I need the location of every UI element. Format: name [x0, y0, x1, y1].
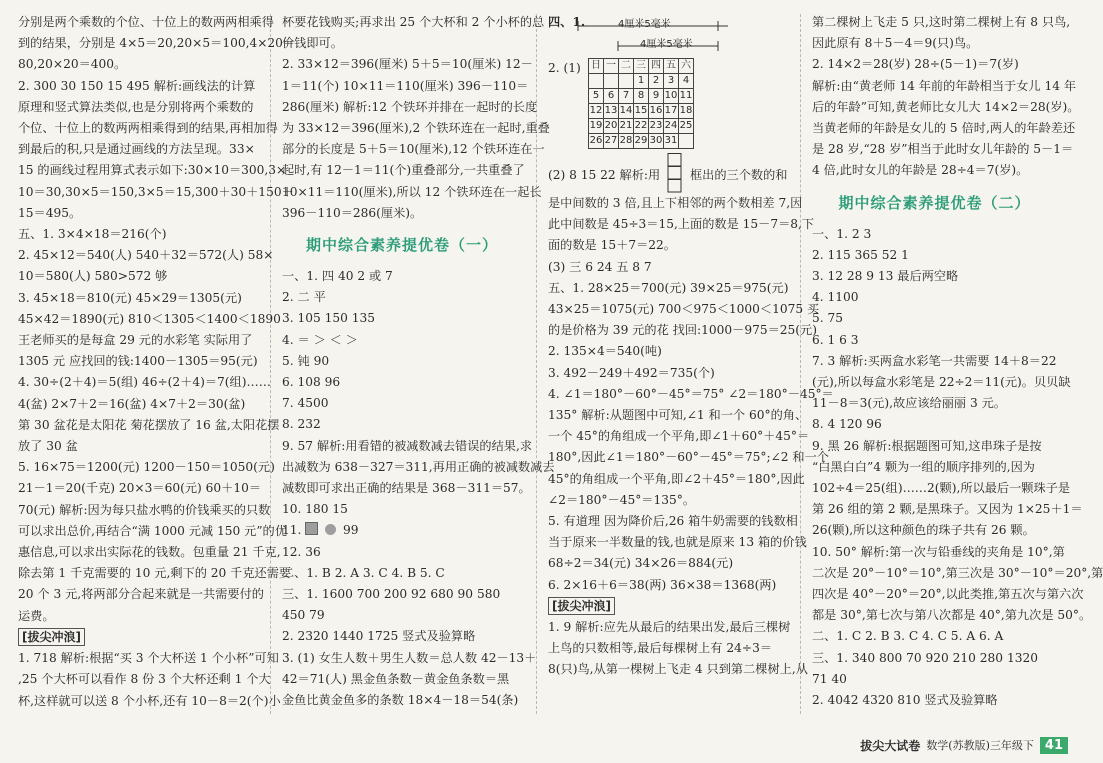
text-line: 8. 232 — [282, 417, 321, 432]
calendar-cell: 24 — [664, 119, 679, 134]
text-line: 4. 30÷(2＋4)＝5(组) 46÷(2＋4)＝7(组)…… — [18, 375, 271, 390]
text-line: 4. ∠1＝180°－60°－45°＝75° ∠2＝180°－45°＝ — [548, 386, 834, 401]
calendar-cell: 一 — [604, 59, 619, 74]
text-line: 4. 1100 — [812, 290, 859, 305]
calendar-cell: 二 — [619, 59, 634, 74]
text-line: 12. 36 — [282, 544, 321, 559]
text-line: 部分的长度是 5＋5＝10(厘米),12 个铁环连在一 — [282, 142, 545, 157]
text-line: 10＝580(人) 580>572 够 — [18, 269, 168, 284]
calendar-cell: 8 — [634, 89, 649, 104]
text-line: 第 30 盆花是太阳花 菊花摆放了 16 盆,太阳花摆 — [18, 417, 280, 432]
text-line: 5. 有道理 因为降价后,26 箱牛奶需要的钱数相 — [548, 514, 798, 529]
calendar-cell: 5 — [589, 89, 604, 104]
section-title-exam-2: 期中综合素养提优卷（二） — [838, 193, 1031, 212]
text-line: “白黑白白”4 颗为一组的顺序排列的,因为 — [812, 459, 1035, 474]
calendar-cell: 31 — [664, 134, 679, 149]
item-text: 框出的三个数的和 — [689, 168, 788, 182]
text-line: 三、1. 1600 700 200 92 680 90 580 — [282, 587, 501, 602]
calendar-cell: 18 — [679, 104, 694, 119]
text-line: 杯,这样就可以送 8 个小杯,还有 10－8＝2(个)小 — [18, 693, 281, 708]
text-line — [548, 153, 786, 193]
text-line — [18, 627, 258, 648]
text-line: 7. 3 解析:买两盒水彩笔一共需要 14＋8＝22 — [812, 353, 1057, 368]
text-line: (3) 三 6 24 五 8 7 — [548, 259, 652, 274]
calendar-cell: 14 — [619, 104, 634, 119]
text-line: 因此原有 8＋5－4＝9(只)鸟。 — [812, 36, 979, 51]
text-line: 8. 4 120 96 — [812, 417, 882, 432]
text-line: 45°的角组成一个平角,即∠2＋45°＝180°,因此 — [548, 471, 805, 486]
segment-length-label: 4厘米5毫米 — [618, 19, 671, 30]
text-line: 2. 2320 1440 1725 竖式及验算略 — [282, 629, 476, 644]
answer-column-2 — [282, 12, 555, 711]
calendar-cell: 9 — [649, 89, 664, 104]
text-line: 43×25＝1075(元) 700＜975＜1000＜1075 买 — [548, 302, 820, 317]
calendar-week-row — [589, 74, 694, 89]
text-line: 21－1＝20(千克) 20×3＝60(元) 60＋10＝ — [18, 481, 262, 496]
text-line: 四次是 40°－20°＝20°,以此类推,第五次与第六次 — [812, 587, 1084, 602]
text-line: 的是价格为 39 元的花 找回:1000－975＝25(元) — [548, 323, 817, 338]
text-line: 五、1. 3×4×18＝216(个) — [18, 227, 167, 242]
calendar-cell: 17 — [664, 104, 679, 119]
text-line: ∠2＝180°－45°＝135°。 — [548, 492, 696, 507]
text-line: 3. 12 28 9 13 最后两空略 — [812, 269, 959, 284]
text-line: (元),所以每盒水彩笔是 22÷2＝11(元)。贝贝缺 — [812, 375, 1071, 390]
page-footer — [860, 733, 1068, 757]
calendar-cell: 4 — [679, 74, 694, 89]
text-line: 1305 元 应找回的钱:1400－1305＝95(元) — [18, 354, 258, 369]
text-line: 二、1. B 2. A 3. C 4. B 5. C — [282, 565, 445, 580]
text-line: 3. 105 150 135 — [282, 311, 376, 326]
calendar-cell: 27 — [604, 134, 619, 149]
text-line: 3. (1) 女生人数＋男生人数＝总人数 42－13＋ — [282, 650, 537, 665]
calendar-cell: 四 — [649, 59, 664, 74]
text-line: 第 26 组的第 2 颗,是黑珠子。又因为 1×25＋1＝ — [812, 502, 1083, 517]
calendar-week-row — [589, 134, 694, 149]
text-line: 此中间数是 45÷3＝15,上面的数是 15－7＝8,下 — [548, 217, 815, 232]
answer-column-3 — [548, 12, 834, 681]
text-line: 7. 4500 — [282, 396, 329, 411]
book-brand: 拔尖大试卷 — [860, 738, 921, 753]
text-line: 4. ＝ ＞ ＜ ＞ — [282, 332, 358, 347]
text-line: 9. 57 解析:用看错的被减数减去错误的结果,求 — [282, 438, 533, 453]
text-line — [282, 520, 522, 541]
text-line: 26(颗),所以这种颜色的珠子共有 26 颗。 — [812, 523, 1035, 538]
text-line: 71 40 — [812, 671, 847, 686]
text-line: 2. 115 365 52 1 — [812, 247, 909, 262]
text-line: 放了 30 盆 — [18, 439, 78, 454]
calendar-cell: 19 — [589, 119, 604, 134]
text-line: 286(厘米) 解析:12 个铁环并排在一起时的长度 — [282, 99, 538, 114]
segment-length-label: 4厘米5毫米 — [640, 39, 693, 50]
text-line: 1＝11(个) 10×11＝110(厘米) 396－110＝ — [282, 78, 529, 93]
text-line: 45×42＝1890(元) 810＜1305＜1400＜1890 — [18, 311, 281, 326]
text-line: 6. 108 96 — [282, 375, 341, 390]
text-line: 2. 135×4＝540(吨) — [548, 344, 662, 359]
text-line: 都是 30°,第七次与第八次都是 40°,第九次是 50°。 — [812, 608, 1092, 623]
text-line: 解析:由“黄老师 14 年前的年龄相当于女儿 14 年 — [812, 78, 1077, 93]
text-line: 3. 492－249＋492＝735(个) — [548, 365, 715, 380]
text-line: 到的结果，分别是 4×5＝20,20×5＝100,4×20＝ — [18, 36, 296, 51]
calendar-cell: 五 — [664, 59, 679, 74]
text-line: 五、1. 28×25＝700(元) 39×25＝975(元) — [548, 280, 789, 295]
calendar-row: 2. (1) 日 一 二 三 四 五 六 1 2 3 4 5 6 7 8 9 10 11 12 13 14 15 16 17 18 19 20 21 22 23 24 25 26 27 28 29 30 31 — [548, 58, 786, 149]
text-line: 二次是 20°－10°＝10°,第三次是 30°－10°＝20°,第 — [812, 565, 1103, 580]
column-divider — [536, 14, 537, 714]
text-line: 5. 钝 90 — [282, 353, 330, 368]
text-line: 3. 45×18＝810(元) 45×29＝1305(元) — [18, 290, 242, 305]
text-line: 2. 33×12＝396(厘米) 5＋5＝10(厘米) 12－ — [282, 57, 533, 72]
text-line: 10. 180 15 — [282, 502, 348, 517]
text-line: 到最后的积,只是通过画线的方法呈现。33× — [18, 142, 255, 157]
text-line: 上鸟的只数相等,最后每棵树上有 24÷3＝ — [548, 641, 773, 656]
text-line: 6. 1 6 3 — [812, 332, 859, 347]
text-line: ,25 个大杯可以看作 8 份 3 个大杯还剩 1 个大 — [18, 672, 271, 687]
calendar-week-row — [589, 89, 694, 104]
challenge-tag: [拔尖冲浪] — [548, 597, 615, 615]
calendar-cell: 三 — [634, 59, 649, 74]
text-line: 10＝30,30×5＝150,3×5＝15,300＋30＋150＋ — [18, 184, 294, 199]
text-line: 当于原来一半数量的钱,也就是原来 13 箱的价钱 — [548, 535, 807, 550]
text-line: 1. 9 解析:应先从最后的结果出发,最后三棵树 — [548, 620, 791, 635]
text-line: 10×11＝110(厘米),所以 12 个铁环连在一起长 — [282, 184, 542, 199]
calendar-header-row — [589, 59, 694, 74]
calendar-week-row — [589, 119, 694, 134]
text-line: 15 的画线过程用算式表示如下:30×10＝300,3× — [18, 163, 287, 178]
calendar-cell: 25 — [679, 119, 694, 134]
calendar-cell: 30 — [649, 134, 664, 149]
text-line: 起时,有 12－1＝11(个)重叠部分,一共重叠了 — [282, 163, 525, 178]
text-line — [548, 596, 786, 617]
text-line: 8(只)鸟,从第一棵树上飞走 4 只到第二棵树上,从 — [548, 662, 808, 677]
text-line: 面的数是 15＋7＝22。 — [548, 238, 676, 253]
calendar-cell: 28 — [619, 134, 634, 149]
column-divider — [270, 14, 271, 714]
text-line: 二、1. C 2. B 3. C 4. C 5. A 6. A — [812, 629, 1004, 644]
text-line: 2. 二 平 — [282, 290, 326, 305]
calendar-cell: 3 — [664, 74, 679, 89]
text-line: 396－110＝286(厘米)。 — [282, 205, 423, 220]
text-line: 王老师买的是每盒 29 元的水彩笔 实际用了 — [18, 333, 253, 348]
item-number: 11. — [282, 523, 302, 538]
calendar-cell: 12 — [589, 104, 604, 119]
text-line: 450 79 — [282, 608, 325, 623]
square-shape-icon — [305, 522, 318, 535]
calendar-cell: 六 — [679, 59, 694, 74]
text-line: 102÷4＝25(组)……2(颗),所以最后一颗珠子是 — [812, 481, 1071, 496]
text-line: 180°,因此∠1＝180°－60°－45°＝75°;∠2 和一个 — [548, 450, 829, 465]
text-line: 9. 黑 26 解析:根据题图可知,这串珠子是按 — [812, 438, 1042, 453]
text-line: 当黄老师的年龄是女儿的 5 倍时,两人的年龄差还 — [812, 121, 1076, 136]
text-line: 10. 50° 解析:第一次与铅垂线的夹角是 10°,第 — [812, 544, 1065, 559]
challenge-tag: [拔尖冲浪] — [18, 628, 85, 646]
text-line: 个位、十位上的数两两相乘得到的结果,再相加得 — [18, 121, 278, 136]
text-line: 为 33×12＝396(厘米),2 个铁环连在一起时,重叠 — [282, 121, 550, 136]
page-number: 41 — [1040, 737, 1068, 754]
calendar-cell: 11 — [679, 89, 694, 104]
text-line: 2. 300 30 150 15 495 解析:画线法的计算 — [18, 78, 256, 93]
calendar-cell: 10 — [664, 89, 679, 104]
circle-shape-icon — [325, 524, 336, 535]
text-line: 20 个 3 元,将两部分合起来就是一共需要付的 — [18, 587, 264, 602]
text-line: 杯要花钱购买;再求出 25 个大杯和 2 个小杯的总 — [282, 15, 545, 29]
calendar-cell: 22 — [634, 119, 649, 134]
text-line: 2. 4042 4320 810 竖式及验算略 — [812, 693, 998, 708]
text-line: 4 倍,此时女儿的年龄是 28÷4＝7(岁)。 — [812, 163, 1029, 178]
text-line: 2. 14×2＝28(岁) 28÷(5－1)＝7(岁) — [812, 57, 1019, 72]
text-line: 运费。 — [18, 608, 55, 623]
calendar-cell: 16 — [649, 104, 664, 119]
answer-column-1 — [18, 12, 296, 712]
book-subject: 数学(苏教版)三年级下 — [926, 739, 1034, 752]
text-line: 11－8＝3(元),故应该给丽丽 3 元。 — [812, 396, 1006, 411]
text-line: 一、1. 四 40 2 或 7 — [282, 269, 393, 284]
text-line: 一个 45°的角组成一个平角,即∠1＋60°＋45°＝ — [548, 429, 810, 444]
calendar-cell: 13 — [604, 104, 619, 119]
calendar-cell: 1 — [634, 74, 649, 89]
calendar-cell — [589, 74, 604, 89]
calendar-cell: 23 — [649, 119, 664, 134]
item-text: (2) 8 15 22 解析:用 — [548, 168, 661, 182]
text-line: 惠信息,可以求出实际花的钱数。包重量 21 千克, — [18, 545, 281, 560]
calendar-cell: 7 — [619, 89, 634, 104]
calendar-cell: 21 — [619, 119, 634, 134]
item-number: 四、1. — [548, 15, 586, 29]
calendar-cell: 26 — [589, 134, 604, 149]
text-line: 70(元) 解析:因为每只盐水鸭的价钱乘买的只数 — [18, 502, 271, 517]
text-line: 2. 45×12＝540(人) 540＋32＝572(人) 58× — [18, 248, 274, 263]
section-title-exam-1: 期中综合素养提优卷（一） — [305, 236, 498, 255]
text-line: 原理和竖式算法类似,也是分别将两个乘数的 — [18, 99, 254, 114]
text-line: 是 28 岁,“28 岁”相当于此时女儿年龄的 5－1＝ — [812, 142, 1074, 157]
calendar-cell — [679, 134, 694, 149]
text-line: 68÷2＝34(元) 34×26＝884(元) — [548, 556, 734, 571]
calendar-cell: 15 — [634, 104, 649, 119]
text-line: 80,20×20＝400。 — [18, 57, 127, 72]
text-line: 5. 16×75＝1200(元) 1200－150＝1050(元) — [18, 460, 275, 475]
calendar-cell: 2 — [649, 74, 664, 89]
calendar-cell: 20 — [604, 119, 619, 134]
calendar-table — [588, 58, 694, 149]
text-line: 135° 解析:从题图中可知,∠1 和一个 60°的角、 — [548, 408, 808, 423]
text-line: 一、1. 2 3 — [812, 226, 872, 241]
text-line: 三、1. 340 800 70 920 210 280 1320 — [812, 650, 1038, 665]
line-segment-figure — [548, 12, 786, 56]
text-line: 是中间数的 3 倍,且上下相邻的两个数相差 7,因 — [548, 196, 803, 210]
calendar-cell — [604, 74, 619, 89]
calendar-cell: 日 — [589, 59, 604, 74]
text-line: 分别是两个乘数的个位、十位上的数两两相乘得 — [18, 15, 274, 29]
text-line: 4(盆) 2×7＋2＝16(盆) 4×7＋2＝30(盆) — [18, 396, 246, 411]
text-line: 除去第 1 千克需要的 10 元,剩下的 20 千克还需要 — [18, 566, 292, 581]
text-line: 金鱼比黄金鱼多的条数 18×4－18＝54(条) — [282, 693, 519, 708]
text-line: 后的年龄”可知,黄老师比女儿大 14×2＝28(岁)。 — [812, 99, 1080, 114]
text-line: 5. 75 — [812, 311, 844, 326]
text-line: 减数即可求出正确的结果是 368－311＝57。 — [282, 481, 531, 496]
calendar-week-row — [589, 104, 694, 119]
text-line: 1. 718 解析:根据“买 3 个大杯送 1 个小杯”可知 — [18, 651, 279, 666]
text-line: 价钱即可。 — [282, 36, 343, 51]
answer-column-4 — [812, 12, 1103, 711]
text-line: 第二棵树上飞走 5 只,这时第二棵树上有 8 只鸟, — [812, 15, 1071, 29]
stacked-box-frame-icon — [667, 153, 683, 193]
item-answer: 99 — [343, 523, 359, 538]
calendar-cell — [619, 74, 634, 89]
calendar-cell: 29 — [634, 134, 649, 149]
text-line: 可以求出总价,再结合“满 1000 元减 150 元”的优 — [18, 523, 287, 538]
text-line: 15＝495。 — [18, 205, 82, 220]
text-line: 出减数为 638－327＝311,再用正确的被减数减去 — [282, 459, 555, 474]
text-line: 6. 2×16＋6＝38(两) 36×38＝1368(两) — [548, 577, 777, 592]
calendar-cell: 6 — [604, 89, 619, 104]
text-line: 42＝71(人) 黑金鱼条数－黄金鱼条数＝黑 — [282, 671, 510, 686]
column-divider — [800, 14, 801, 714]
